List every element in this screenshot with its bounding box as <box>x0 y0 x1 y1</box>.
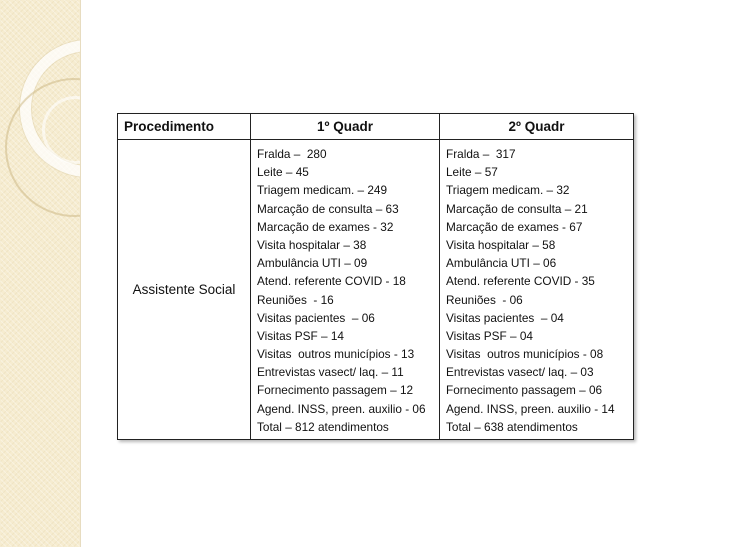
q2-item: Entrevistas vasect/ laq. – 03 <box>446 365 594 380</box>
q2-item: Fralda – 317 <box>446 147 516 161</box>
q2-item: Leite – 57 <box>446 165 498 180</box>
q1-item: Agend. INSS, preen. auxilio - 06 <box>257 401 426 416</box>
header-second-quadrimester: 2º Quadr <box>440 114 634 140</box>
q2-item: Fornecimento passagem – 06 <box>446 383 603 398</box>
q2-item: Visitas PSF – 04 <box>446 328 533 343</box>
q1-item: Ambulância UTI – 09 <box>257 256 368 271</box>
q1-item: Reuniões - 16 <box>257 292 334 307</box>
q2-total: Total – 638 atendimentos <box>446 419 578 434</box>
q1-item: Visita hospitalar – 38 <box>257 237 367 252</box>
table-row <box>118 140 634 440</box>
q2-item: Reuniões - 06 <box>446 292 523 307</box>
q1-item: Visitas PSF – 14 <box>257 328 344 343</box>
q1-item: Triagem medicam. – 249 <box>257 183 388 198</box>
header-procedimento: Procedimento <box>118 114 251 140</box>
q2-item: Visita hospitalar – 58 <box>446 237 556 252</box>
q2-item: Atend. referente COVID - 35 <box>446 274 595 289</box>
q2-item: Visitas outros municípios - 08 <box>446 347 604 362</box>
q1-item: Marcação de exames - 32 <box>257 219 394 234</box>
table-header-row <box>118 114 634 140</box>
q1-item: Visitas pacientes – 06 <box>257 310 375 325</box>
procedure-name: Assistente Social <box>118 140 251 440</box>
q2-item: Ambulância UTI – 06 <box>446 256 557 271</box>
q1-item: Fralda – 280 <box>257 147 327 161</box>
q2-item: Marcação de consulta – 21 <box>446 201 588 216</box>
header-first-quadrimester: 1º Quadr <box>251 114 440 140</box>
decorative-side-panel <box>0 0 81 547</box>
q1-total: Total – 812 atendimentos <box>257 419 389 434</box>
first-quadrimester-items <box>251 140 440 440</box>
q2-item: Marcação de exames - 67 <box>446 219 583 234</box>
q2-item: Agend. INSS, preen. auxilio - 14 <box>446 401 615 416</box>
q2-item: Triagem medicam. – 32 <box>446 183 570 198</box>
q1-item: Fornecimento passagem – 12 <box>257 383 414 398</box>
q2-item: Visitas pacientes – 04 <box>446 310 564 325</box>
q1-item: Atend. referente COVID - 18 <box>257 274 406 289</box>
q1-item: Marcação de consulta – 63 <box>257 201 399 216</box>
q1-item: Visitas outros municípios - 13 <box>257 347 415 362</box>
second-quadrimester-items <box>440 140 634 440</box>
attendance-table <box>117 113 634 440</box>
q1-item: Entrevistas vasect/ laq. – 11 <box>257 365 404 380</box>
q1-item: Leite – 45 <box>257 165 309 180</box>
